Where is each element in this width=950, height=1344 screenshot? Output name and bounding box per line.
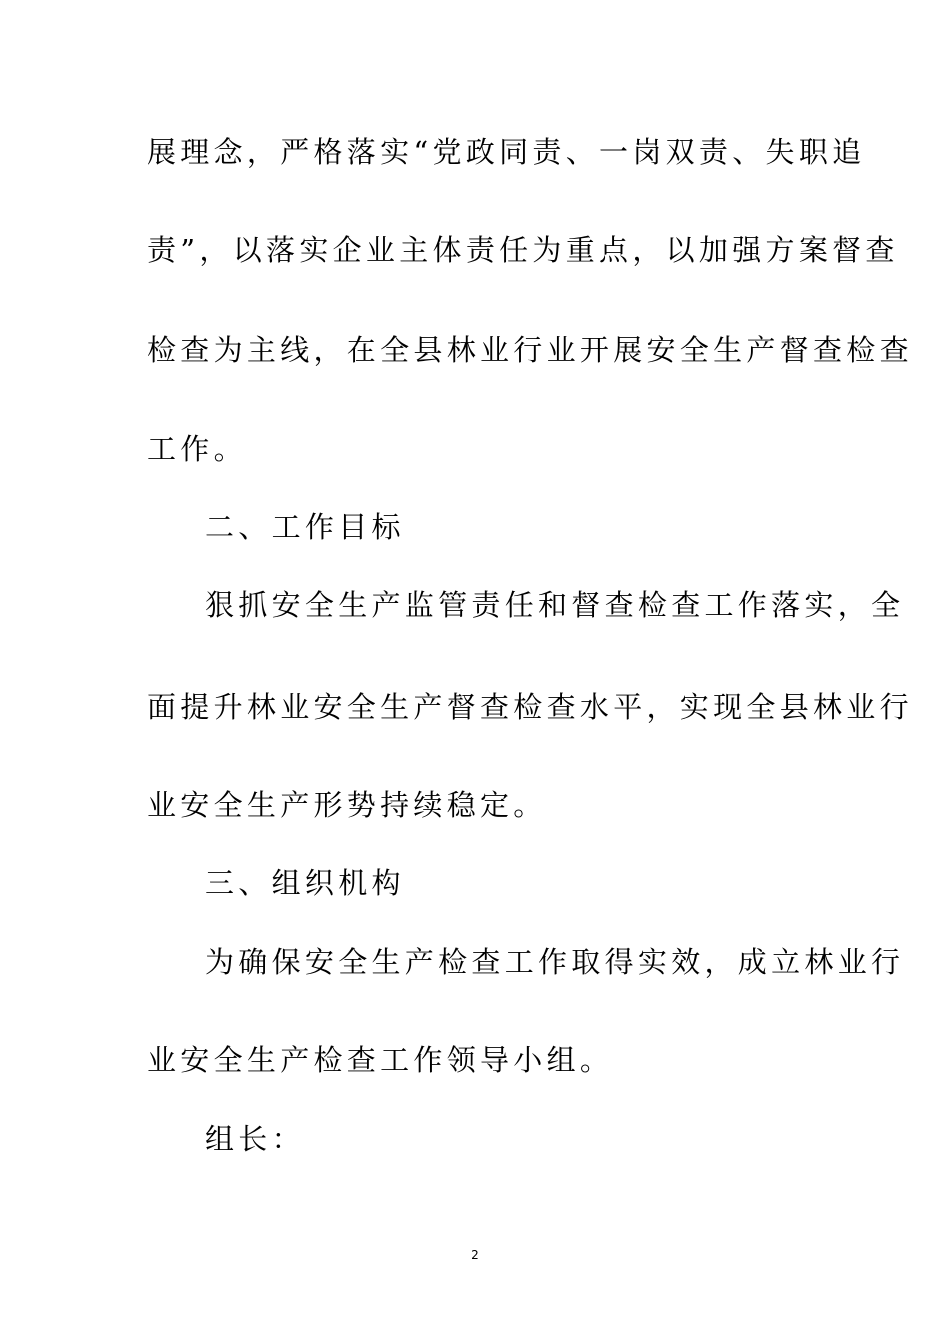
body-text-line: 责”，以落实企业主体责任为重点，以加强方案督查 xyxy=(147,233,899,267)
body-text-line: 检查为主线，在全县林业行业开展安全生产督查检查 xyxy=(147,333,913,367)
page-number: 2 xyxy=(471,1248,479,1262)
body-text-line: 展理念，严格落实“党政同责、一岗双责、失职追 xyxy=(147,135,866,169)
body-text-line: 业安全生产检查工作领导小组。 xyxy=(147,1043,614,1077)
body-text-line: 组长： xyxy=(205,1122,305,1156)
section-heading: 三、组织机构 xyxy=(205,866,405,900)
section-heading: 二、工作目标 xyxy=(205,510,405,544)
body-text-line: 为确保安全生产检查工作取得实效，成立林业行 xyxy=(205,945,905,979)
body-text-line: 面提升林业安全生产督查检查水平，实现全县林业行 xyxy=(147,690,913,724)
body-text-line: 业安全生产形势持续稳定。 xyxy=(147,788,547,822)
body-text-line: 狠抓安全生产监管责任和督查检查工作落实，全 xyxy=(205,588,905,622)
body-text-line: 工作。 xyxy=(147,432,247,466)
